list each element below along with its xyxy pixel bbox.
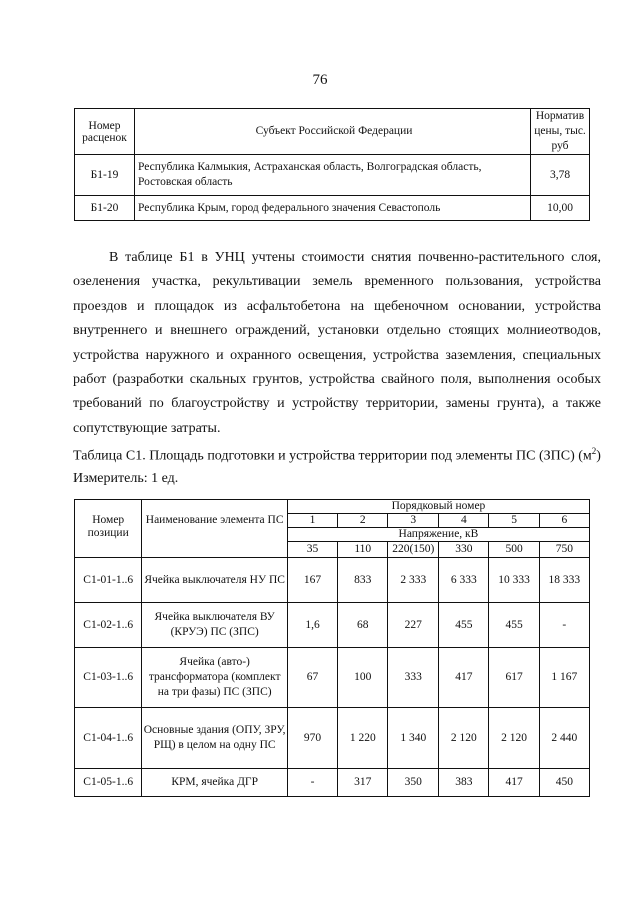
table-c1-header-name: Наименование элемента ПС [142,500,287,558]
element-name: КРМ, ячейка ДГР [142,769,287,797]
area-value: 450 [539,769,589,797]
table-row [75,196,590,221]
position-code: С1-01-1..6 [75,558,142,603]
area-value: 455 [439,603,489,648]
element-name: Ячейка (авто-) трансформатора (комплект на три фазы) ПС (ЗПС) [142,648,287,708]
area-value: 970 [287,708,337,769]
area-value: 317 [338,769,388,797]
table-c1 [74,499,590,797]
position-code: С1-03-1..6 [75,648,142,708]
area-value: 383 [439,769,489,797]
table-b1-subject: Республика Крым, город федерального значения Севастополь [135,196,531,221]
element-name: Ячейка выключателя ВУ (КРУЭ) ПС (ЗПС) [142,603,287,648]
area-value: 333 [388,648,439,708]
table-b1-code: Б1-20 [75,196,135,221]
area-value: 10 333 [489,558,539,603]
area-value: 18 333 [539,558,589,603]
table-b1 [74,108,590,221]
table-b1-header-norm: Норматив цены, тыс. руб [531,109,590,155]
order-number: 1 [287,514,337,528]
area-value: 68 [338,603,388,648]
voltage-value: 110 [338,542,388,558]
table-c1-header-row [75,500,590,514]
table-b1-header-code: Номер расценок [75,109,135,155]
area-value: 2 440 [539,708,589,769]
area-value: 227 [388,603,439,648]
table-b1-subject: Республика Калмыкия, Астраханская область, Волгоградская область, Ростовская область [135,155,531,196]
area-value: - [287,769,337,797]
area-value: 100 [338,648,388,708]
area-value: 417 [489,769,539,797]
voltage-value: 750 [539,542,589,558]
area-value: 455 [489,603,539,648]
order-number: 5 [489,514,539,528]
element-name: Основные здания (ОПУ, ЗРУ, РЩ) в целом на одну ПС [142,708,287,769]
order-number: 4 [439,514,489,528]
area-value: 617 [489,648,539,708]
table-b1-value: 10,00 [531,196,590,221]
position-code: С1-02-1..6 [75,603,142,648]
area-value: 1,6 [287,603,337,648]
area-value: 2 120 [439,708,489,769]
page-number: 76 [312,72,328,88]
area-value: 417 [439,648,489,708]
order-number: 2 [338,514,388,528]
table-c1-header-position: Номер позиции [75,500,142,558]
order-number: 6 [539,514,589,528]
element-name: Ячейка выключателя НУ ПС [142,558,287,603]
area-value: 833 [338,558,388,603]
table-c1-caption [73,446,601,465]
caption-text: Таблица С1. Площадь подготовки и устройства территории под элементы ПС (ЗПС) (м [73,448,592,464]
area-value: 1 340 [388,708,439,769]
area-value: 1 220 [338,708,388,769]
caption-superscript: 2 [591,446,597,456]
table-row [75,155,590,196]
area-value: 6 333 [439,558,489,603]
body-paragraph: В таблице Б1 в УНЦ учтены стоимости снятия почвенно-растительного слоя, озеленения участка, рекультивации земель временного пользования, устройства проездов и площадок из асфальтобетона на щебеночном основании, устройства внутреннего и внешнего ограждений, установки отдельно стоящих молниеотводов, устройства наружного и охранного освещения, устройства заземления, специальных работ (разработки скальных грунтов, устройства свайного поля, выполнения особых требований по благоустройству и устройству территории, замены грунта), а также сопутствующие затраты. [73,250,601,436]
table-row [75,769,590,797]
table-b1-header-row [75,109,590,155]
voltage-value: 500 [489,542,539,558]
measurement-unit: Измеритель: 1 ед. [73,471,179,486]
area-value: 67 [287,648,337,708]
voltage-value: 220(150) [388,542,439,558]
caption-close: ) [596,448,601,464]
area-value: 167 [287,558,337,603]
table-row [75,558,590,603]
table-row [75,708,590,769]
area-value: 2 333 [388,558,439,603]
order-number: 3 [388,514,439,528]
area-value: 350 [388,769,439,797]
voltage-value: 330 [439,542,489,558]
area-value: - [539,603,589,648]
table-b1-code: Б1-19 [75,155,135,196]
table-b1-header-subject: Субъект Российской Федерации [135,109,531,155]
table-c1-header-voltage: Напряжение, кВ [287,528,589,542]
table-c1-header-order: Порядковый номер [287,500,589,514]
area-value: 2 120 [489,708,539,769]
position-code: С1-04-1..6 [75,708,142,769]
area-value: 1 167 [539,648,589,708]
table-row [75,648,590,708]
position-code: С1-05-1..6 [75,769,142,797]
voltage-value: 35 [287,542,337,558]
table-row [75,603,590,648]
table-b1-value: 3,78 [531,155,590,196]
